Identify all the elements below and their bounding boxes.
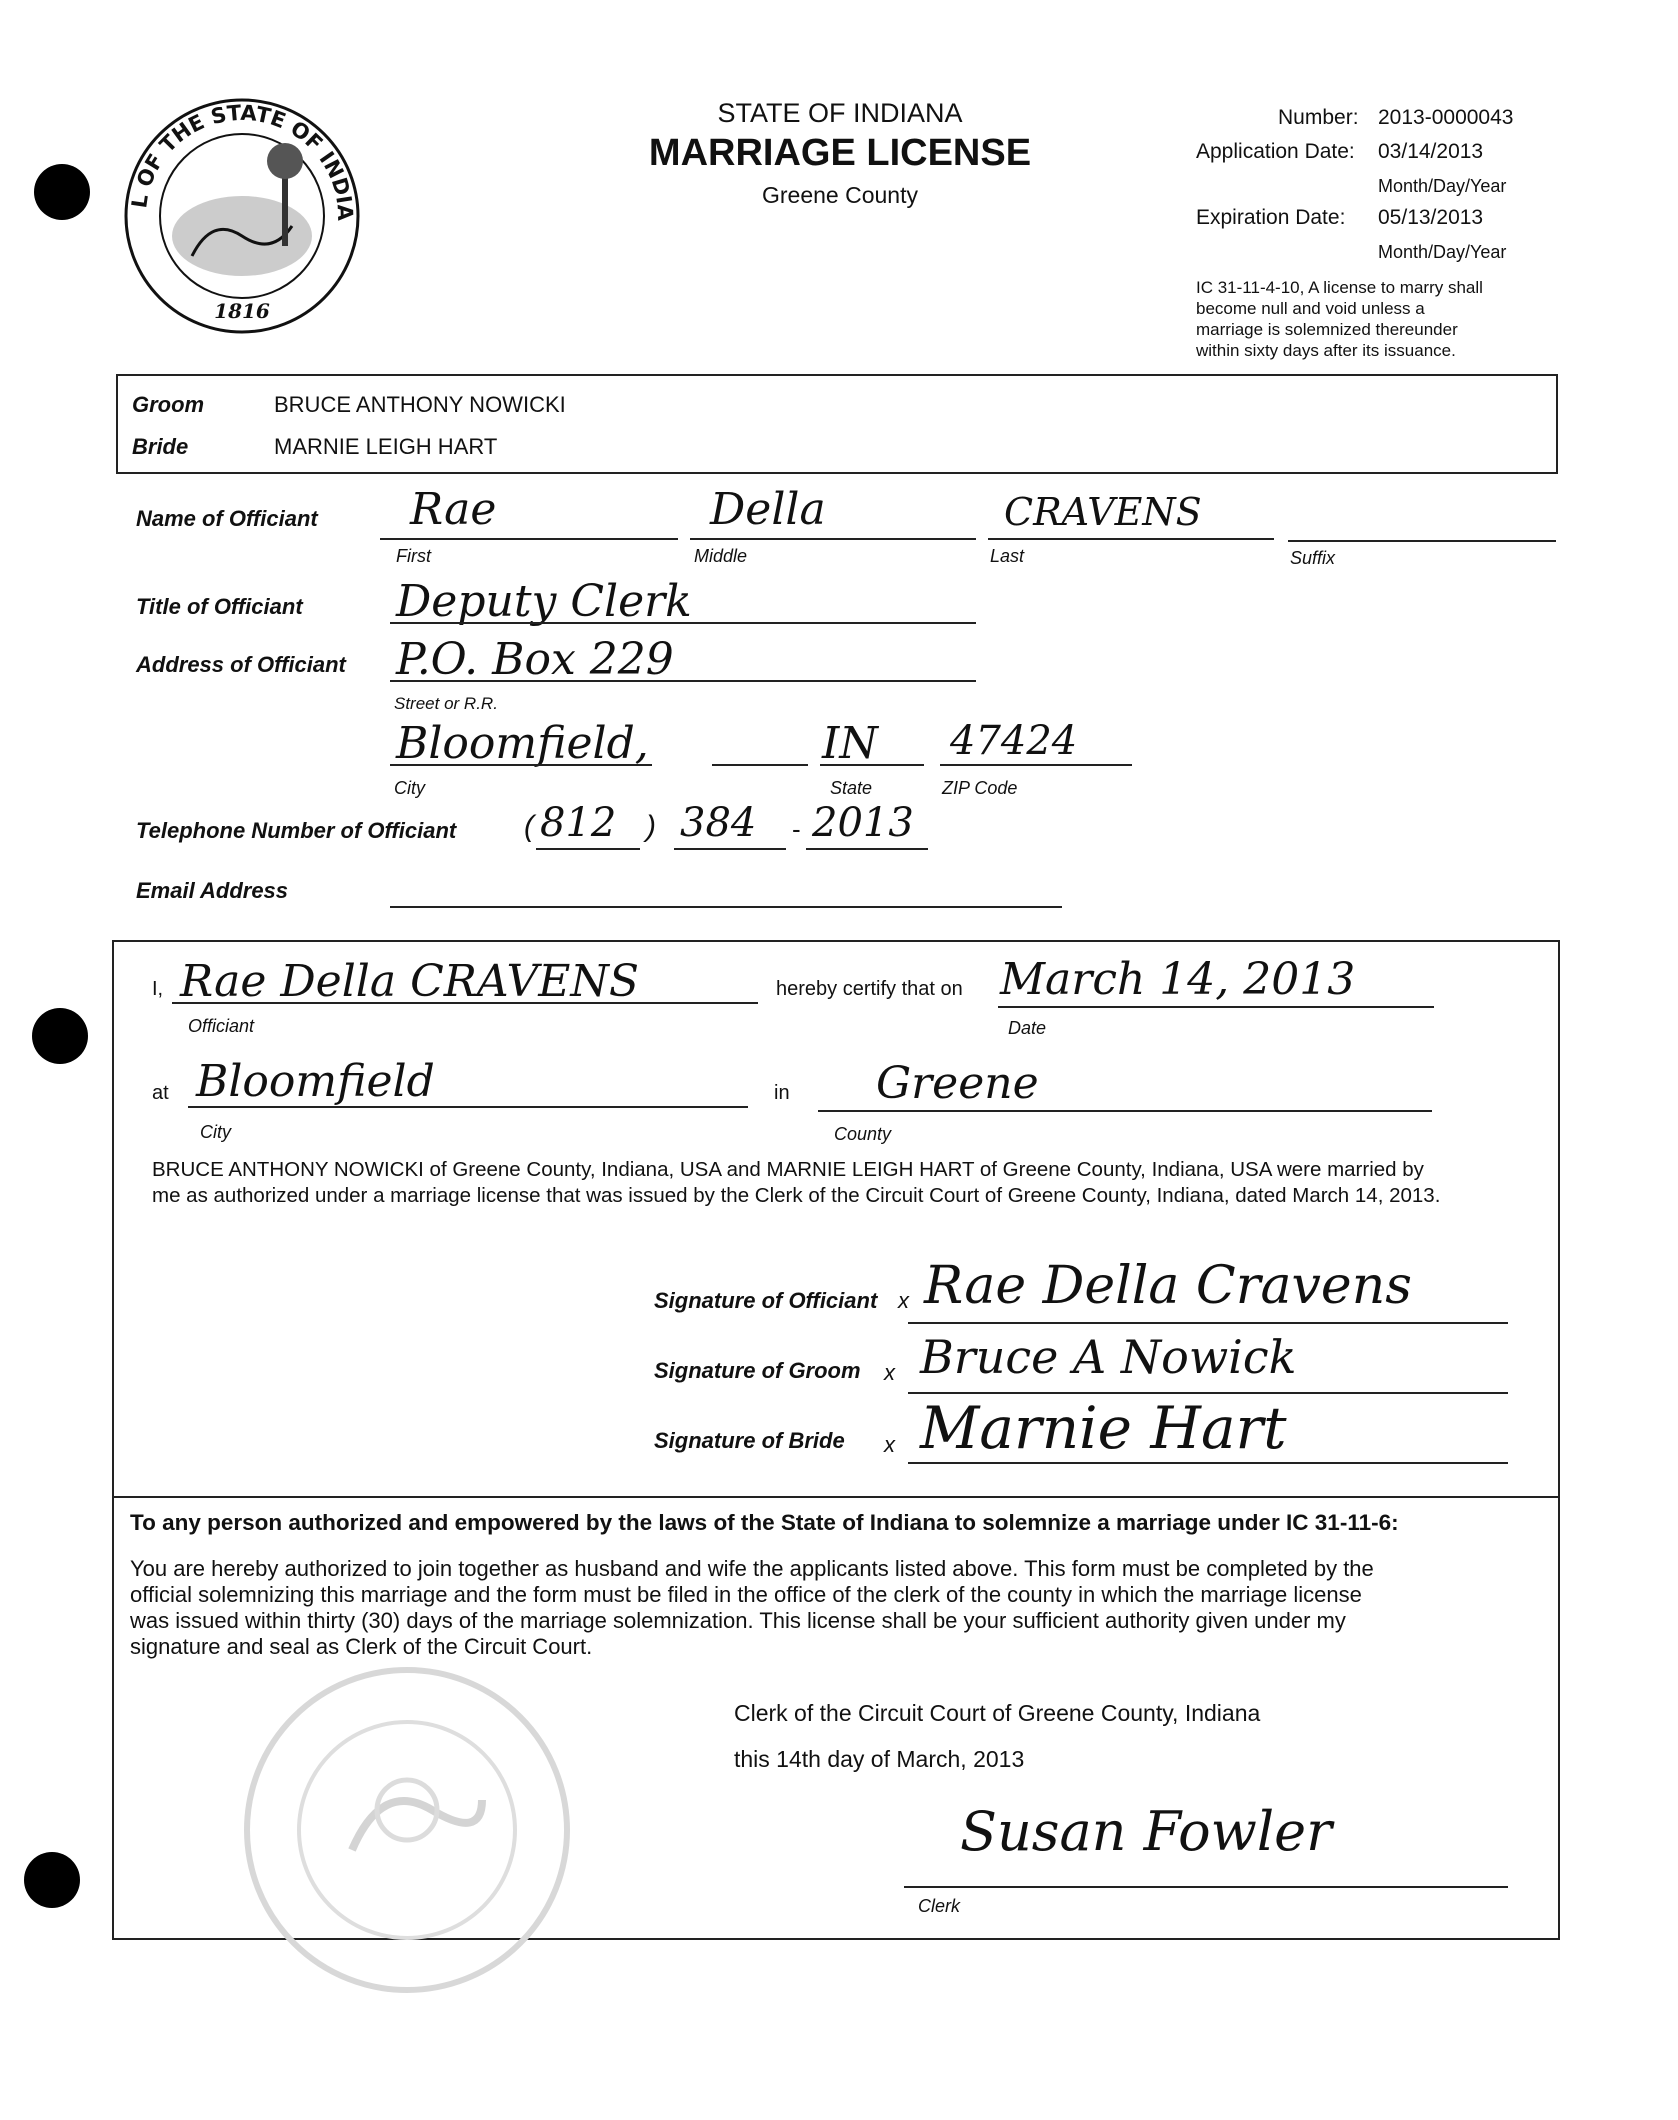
seal-year: 1816 bbox=[214, 299, 270, 323]
certify-i: I, bbox=[152, 978, 164, 1000]
prefix-line bbox=[674, 848, 786, 850]
bride-signature-line bbox=[908, 1462, 1508, 1464]
date-caption: Date bbox=[1008, 1018, 1047, 1038]
officiant-city: Bloomfield, bbox=[396, 718, 649, 769]
street-line bbox=[390, 680, 976, 682]
validity-notice-line: marriage is solemnized thereunder bbox=[1196, 320, 1458, 339]
email-line bbox=[390, 906, 1062, 908]
bride-name: MARNIE LEIGH HART bbox=[274, 434, 498, 459]
officiant-signature: Rae Della Cravens bbox=[924, 1256, 1412, 1316]
marriage-statement-line: BRUCE ANTHONY NOWICKI of Greene County, Indiana, USA and MARNIE LEIGH HART of Greene County, Indiana, USA were married by bbox=[152, 1158, 1424, 1181]
officiant-signature-line bbox=[908, 1322, 1508, 1324]
phone-dash: - bbox=[792, 814, 801, 844]
expiration-date-label: Expiration Date: bbox=[1196, 206, 1346, 229]
validity-notice-line: become null and void unless a bbox=[1196, 299, 1425, 318]
groom-label: Groom bbox=[132, 392, 205, 417]
issue-day-line: this 14th day of March, 2013 bbox=[734, 1746, 1025, 1772]
clerk-signature-line bbox=[904, 1886, 1508, 1888]
certify-officiant-name: Rae Della CRAVENS bbox=[180, 956, 639, 1007]
county-heading: Greene County bbox=[762, 182, 918, 208]
phone-area-code: 812 bbox=[540, 800, 617, 846]
last-name-line bbox=[988, 538, 1274, 540]
city-caption: City bbox=[200, 1122, 231, 1142]
authorization-body-line: was issued within thirty (30) days of the marriage solemnization. This license shall be your sufficient authority given under my bbox=[130, 1608, 1346, 1633]
x-mark: x bbox=[884, 1432, 895, 1457]
authorization-body-line: signature and seal as Clerk of the Circuit Court. bbox=[130, 1634, 593, 1659]
x-mark: x bbox=[898, 1288, 909, 1313]
x-mark: x bbox=[884, 1360, 895, 1385]
marriage-statement-line: me as authorized under a marriage license that was issued by the Clerk of the Circuit Court of Greene County, Indiana, dated March 14, 2013. bbox=[152, 1184, 1441, 1207]
state-line bbox=[820, 764, 924, 766]
first-name-line bbox=[380, 538, 678, 540]
marriage-county: Greene bbox=[876, 1058, 1039, 1109]
zip-line bbox=[940, 764, 1132, 766]
date-format-caption: Month/Day/Year bbox=[1378, 242, 1507, 262]
authorization-body-line: official solemnizing this marriage and the form must be filed in the office of the clerk of the county in which the marriage license bbox=[130, 1582, 1362, 1607]
phone-prefix: 384 bbox=[680, 800, 757, 846]
certify-officiant-line bbox=[172, 1002, 758, 1004]
telephone-label: Telephone Number of Officiant bbox=[136, 818, 457, 843]
application-date: 03/14/2013 bbox=[1378, 140, 1484, 163]
hereby-certify: hereby certify that on bbox=[776, 978, 963, 1000]
officiant-name-label: Name of Officiant bbox=[136, 506, 318, 531]
street-caption: Street or R.R. bbox=[394, 694, 498, 713]
groom-name: BRUCE ANTHONY NOWICKI bbox=[274, 392, 566, 417]
officiant-last-name: CRAVENS bbox=[1004, 490, 1202, 534]
punch-hole-bottom bbox=[24, 1852, 80, 1908]
officiant-street: P.O. Box 229 bbox=[396, 634, 674, 685]
state-caption: State bbox=[830, 778, 873, 798]
county-blank-line bbox=[712, 764, 808, 766]
groom-signature: Bruce A Nowick bbox=[920, 1330, 1297, 1384]
clerk-title-line: Clerk of the Circuit Court of Greene County, Indiana bbox=[734, 1700, 1261, 1726]
punch-hole-top bbox=[34, 164, 90, 220]
phone-line-number: 2013 bbox=[812, 800, 914, 846]
document-title: MARRIAGE LICENSE bbox=[648, 132, 1032, 174]
last-caption: Last bbox=[990, 546, 1025, 566]
authorization-heading: To any person authorized and empowered by the laws of the State of Indiana to solemnize a marriage under IC 31-11-6: bbox=[130, 1510, 1399, 1535]
authorization-body-line: You are hereby authorized to join together as husband and wife the applicants listed above. This form must be completed by the bbox=[130, 1556, 1374, 1581]
officiant-caption: Officiant bbox=[188, 1016, 255, 1036]
license-number: 2013-0000043 bbox=[1378, 106, 1514, 129]
bride-signature-label: Signature of Bride bbox=[654, 1428, 845, 1453]
validity-notice-line: within sixty days after its issuance. bbox=[1196, 341, 1456, 360]
marriage-city: Bloomfield bbox=[196, 1056, 435, 1107]
paren-close: ) bbox=[646, 810, 656, 843]
middle-caption: Middle bbox=[694, 546, 748, 566]
punch-hole-middle bbox=[32, 1008, 88, 1064]
clerk-signature: Susan Fowler bbox=[960, 1800, 1332, 1863]
seal-ring-text: L OF THE STATE OF INDIA bbox=[127, 100, 358, 222]
officiant-first-name: Rae bbox=[410, 484, 497, 535]
at-word: at bbox=[152, 1082, 169, 1104]
suffix-line bbox=[1288, 540, 1556, 542]
officiant-middle-name: Della bbox=[710, 484, 826, 535]
area-code-line bbox=[536, 848, 640, 850]
title-line bbox=[390, 622, 976, 624]
marriage-date: March 14, 2013 bbox=[1000, 954, 1356, 1005]
marriage-county-line bbox=[818, 1110, 1432, 1112]
validity-notice-line: IC 31-11-4-10, A license to marry shall bbox=[1196, 278, 1483, 297]
number-label: Number: bbox=[1278, 106, 1359, 129]
marriage-city-line bbox=[188, 1106, 748, 1108]
state-heading: STATE OF INDIANA bbox=[717, 98, 963, 128]
officiant-title-label: Title of Officiant bbox=[136, 594, 303, 619]
groom-signature-label: Signature of Groom bbox=[654, 1358, 861, 1383]
county-caption: County bbox=[834, 1124, 892, 1144]
suffix-caption: Suffix bbox=[1290, 548, 1336, 568]
first-caption: First bbox=[396, 546, 431, 566]
expiration-date: 05/13/2013 bbox=[1378, 206, 1484, 229]
officiant-zip: 47424 bbox=[950, 718, 1078, 764]
clerk-caption: Clerk bbox=[918, 1896, 961, 1916]
city-line bbox=[390, 764, 652, 766]
line-number-line bbox=[806, 848, 928, 850]
zip-caption: ZIP Code bbox=[942, 778, 1018, 798]
section-divider bbox=[112, 1496, 1560, 1498]
officiant-address-label: Address of Officiant bbox=[136, 652, 346, 677]
in-word: in bbox=[774, 1082, 790, 1104]
city-caption: City bbox=[394, 778, 425, 798]
state-seal bbox=[122, 96, 362, 336]
application-date-label: Application Date: bbox=[1196, 140, 1355, 163]
middle-name-line bbox=[690, 538, 976, 540]
officiant-state: IN bbox=[822, 718, 878, 769]
date-format-caption: Month/Day/Year bbox=[1378, 176, 1507, 196]
bride-label: Bride bbox=[132, 434, 189, 459]
officiant-title: Deputy Clerk bbox=[396, 576, 692, 627]
paren-open: ( bbox=[524, 810, 534, 843]
court-embossed-seal bbox=[232, 1660, 582, 2000]
email-label: Email Address bbox=[136, 878, 289, 903]
date-line bbox=[998, 1006, 1434, 1008]
officiant-signature-label: Signature of Officiant bbox=[654, 1288, 878, 1313]
bride-signature: Marnie Hart bbox=[920, 1394, 1287, 1462]
